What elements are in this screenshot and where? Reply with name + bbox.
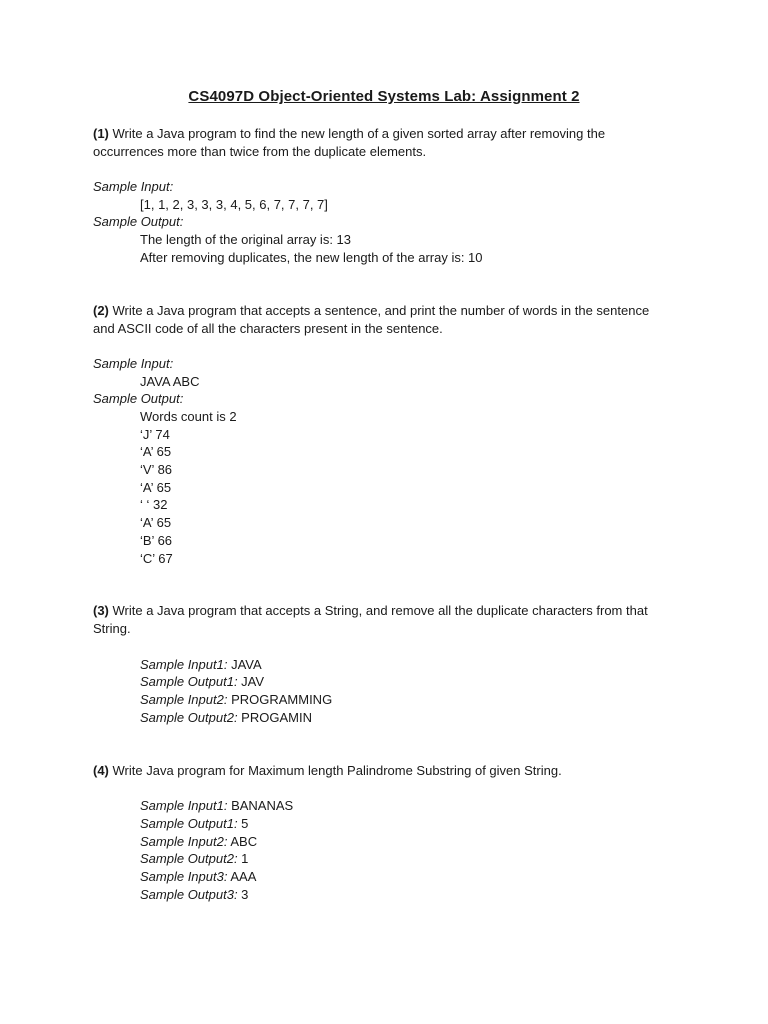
q2-number: (2) <box>93 303 109 318</box>
q2-text-line2: and ASCII code of all the characters present in the sentence. <box>93 321 443 336</box>
q2-text: Write a Java program that accepts a sentence, and print the number of words in the sentence <box>108 303 650 318</box>
q2-output-line: ‘C’ 67 <box>140 551 173 566</box>
q1-text-line2: occurrences more than twice from the duplicate elements. <box>93 144 427 159</box>
q1-sample-output-label: Sample Output: <box>93 214 184 229</box>
q3-text-line2: String. <box>93 621 131 636</box>
q1-sample-input-value: [1, 1, 2, 3, 3, 3, 4, 5, 6, 7, 7, 7, 7] <box>140 197 328 212</box>
q2-sample-output-label: Sample Output: <box>93 391 184 406</box>
q1-number: (1) <box>93 126 109 141</box>
q2-output-line: ‘A’ 65 <box>140 444 172 459</box>
q2-sample-input-value: JAVA ABC <box>140 374 200 389</box>
q2-output-line: ‘ ‘ 32 <box>140 497 168 512</box>
q2-output-line: ‘A’ 65 <box>140 515 172 530</box>
q4-text-line1 <box>93 762 562 779</box>
q2-text-line1 <box>93 302 649 319</box>
q2-output-line: Words count is 2 <box>140 409 237 424</box>
q2-output-line: ‘B’ 66 <box>140 533 173 548</box>
q2-output-line: ‘A’ 65 <box>140 480 172 495</box>
q1-sample-input-label: Sample Input: <box>93 179 174 194</box>
q3-sample-line: Sample Input2: PROGRAMMING <box>140 692 333 707</box>
q2-output-line: ‘J’ 74 <box>140 427 170 442</box>
page-title: CS4097D Object-Oriented Systems Lab: Assignment 2 <box>188 88 580 105</box>
q4-sample-line: Sample Output1: 5 <box>140 816 249 831</box>
q2-output-line: ‘V’ 86 <box>140 462 173 477</box>
q4-sample-line: Sample Input3: AAA <box>140 869 257 884</box>
q4-sample-line: Sample Output2: 1 <box>140 851 249 866</box>
q1-output-line: The length of the original array is: 13 <box>140 232 352 247</box>
q3-sample-line: Sample Output2: PROGAMIN <box>140 710 312 725</box>
q4-sample-line: Sample Input1: BANANAS <box>140 798 294 813</box>
q4-number: (4) <box>93 763 109 778</box>
q3-text-line1 <box>93 602 648 619</box>
q4-sample-line: Sample Input2: ABC <box>140 834 258 849</box>
q3-text: Write a Java program that accepts a String, and remove all the duplicate characters from that <box>108 603 648 618</box>
q1-text: Write a Java program to find the new length of a given sorted array after removing the <box>108 126 606 141</box>
q1-output-line: After removing duplicates, the new length of the array is: 10 <box>140 250 483 265</box>
q4-sample-line: Sample Output3: 3 <box>140 887 249 902</box>
q3-sample-line: Sample Input1: JAVA <box>140 657 262 672</box>
q4-text: Write Java program for Maximum length Palindrome Substring of given String. <box>108 763 562 778</box>
q3-sample-line: Sample Output1: JAV <box>140 674 265 689</box>
q1-text-line1 <box>93 125 605 142</box>
q2-sample-input-label: Sample Input: <box>93 356 174 371</box>
q3-number: (3) <box>93 603 109 618</box>
